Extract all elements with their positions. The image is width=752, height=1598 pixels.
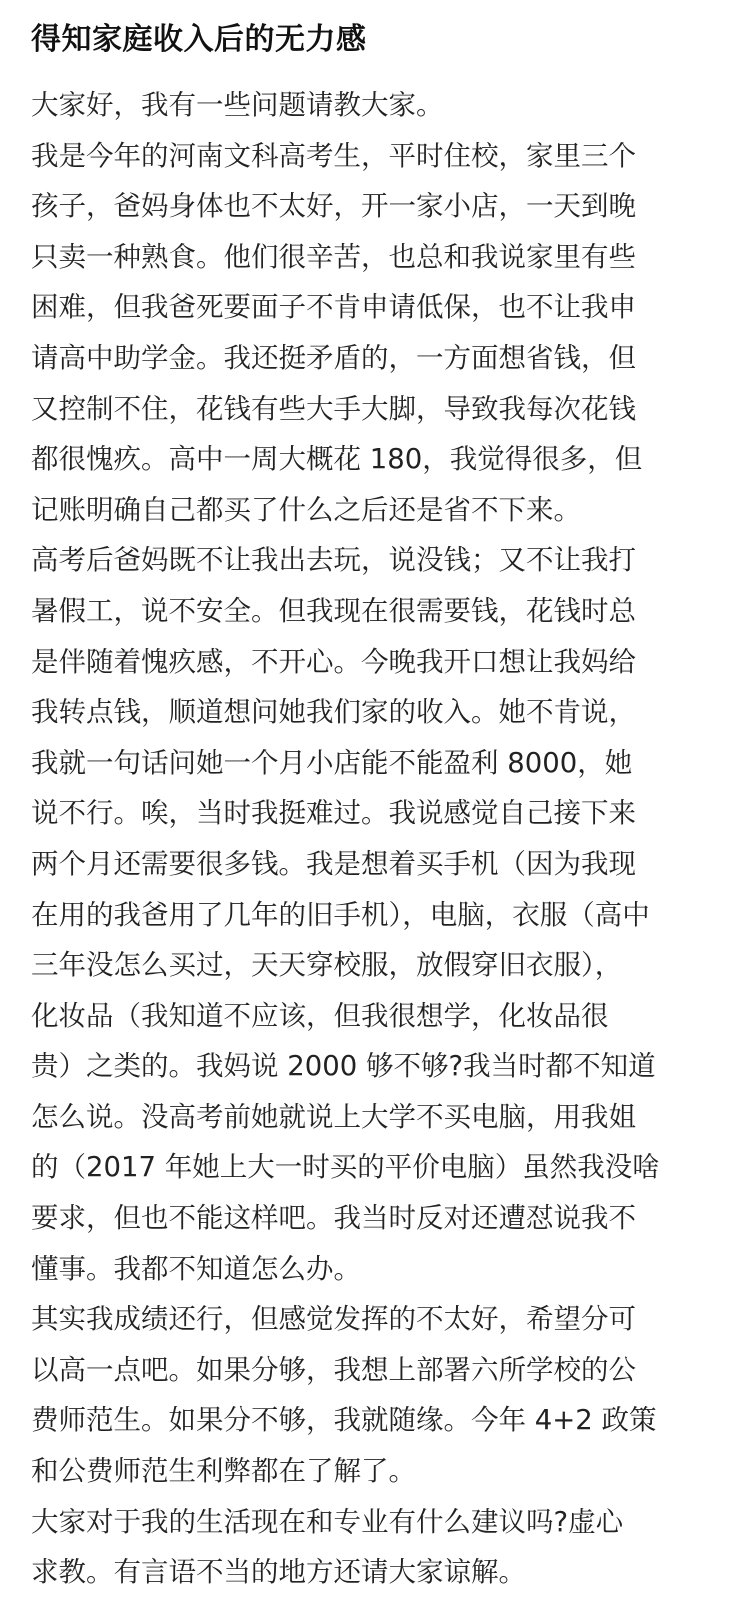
- text-line: 我是今年的河南文科高考生，平时住校，家里三个: [31, 139, 636, 172]
- post-title: 得知家庭收入后的无力感: [31, 22, 367, 57]
- text-line: 求教。有言语不当的地方还请大家谅解。: [31, 1556, 526, 1589]
- text-line: 在用的我爸用了几年的旧手机），电脑，衣服（高中: [31, 898, 650, 931]
- text-line: 只卖一种熟食。他们很辛苦，也总和我说家里有些: [31, 240, 636, 273]
- text-line: 是伴随着愧疚感，不开心。今晚我开口想让我妈给: [31, 645, 636, 678]
- text-line: 懂事。我都不知道怎么办。: [31, 1252, 361, 1285]
- text-line: 高考后爸妈既不让我出去玩，说没钱；又不让我打: [31, 544, 636, 577]
- text-line: 的（2017 年她上大一时买的平价电脑）虽然我没啥: [31, 1151, 660, 1184]
- text-line: 大家对于我的生活现在和专业有什么建议吗?虚心: [31, 1505, 624, 1538]
- text-line: 化妆品（我知道不应该，但我很想学，化妆品很: [31, 999, 609, 1032]
- text-line: 怎么说。没高考前她就说上大学不买电脑，用我姐: [31, 1100, 636, 1133]
- text-line: 大家好，我有一些问题请教大家。: [31, 89, 444, 121]
- text-line: 以高一点吧。如果分够，我想上部署六所学校的公: [31, 1353, 636, 1386]
- text-line: 暑假工，说不安全。但我现在很需要钱，花钱时总: [31, 594, 636, 627]
- text-line: 孩子，爸妈身体也不太好，开一家小店，一天到晚: [31, 190, 636, 223]
- post-body: [31, 80, 722, 1598]
- text-line: 我就一句话问她一个月小店能不能盈利 8000，她: [31, 746, 633, 779]
- text-line: 两个月还需要很多钱。我是想着买手机（因为我现: [31, 847, 636, 880]
- text-line: 困难，但我爸死要面子不肯申请低保，也不让我申: [31, 291, 636, 324]
- text-line: 说不行。唉，当时我挺难过。我说感觉自己接下来: [31, 797, 636, 830]
- text-line: 贵）之类的。我妈说 2000 够不够?我当时都不知道: [31, 1050, 656, 1083]
- text-line: 三年没怎么买过，天天穿校服，放假穿旧衣服），: [31, 949, 623, 982]
- text-line: 其实我成绩还行，但感觉发挥的不太好，希望分可: [31, 1303, 636, 1336]
- text-line: 我转点钱，顺道想问她我们家的收入。她不肯说，: [31, 696, 636, 729]
- text-line: 费师范生。如果分不够，我就随缘。今年 4+2 政策: [31, 1404, 657, 1437]
- text-line: 和公费师范生利弊都在了解了。: [31, 1455, 416, 1488]
- text-line: 都很愧疚。高中一周大概花 180，我觉得很多，但: [31, 443, 643, 476]
- text-line: 又控制不住，花钱有些大手大脚，导致我每次花钱: [31, 392, 636, 425]
- text-line: 记账明确自己都买了什么之后还是省不下来。: [31, 493, 581, 526]
- text-line: 请高中助学金。我还挺矛盾的，一方面想省钱，但: [31, 341, 636, 374]
- text-line: 要求，但也不能这样吧。我当时反对还遭怼说我不: [31, 1202, 636, 1235]
